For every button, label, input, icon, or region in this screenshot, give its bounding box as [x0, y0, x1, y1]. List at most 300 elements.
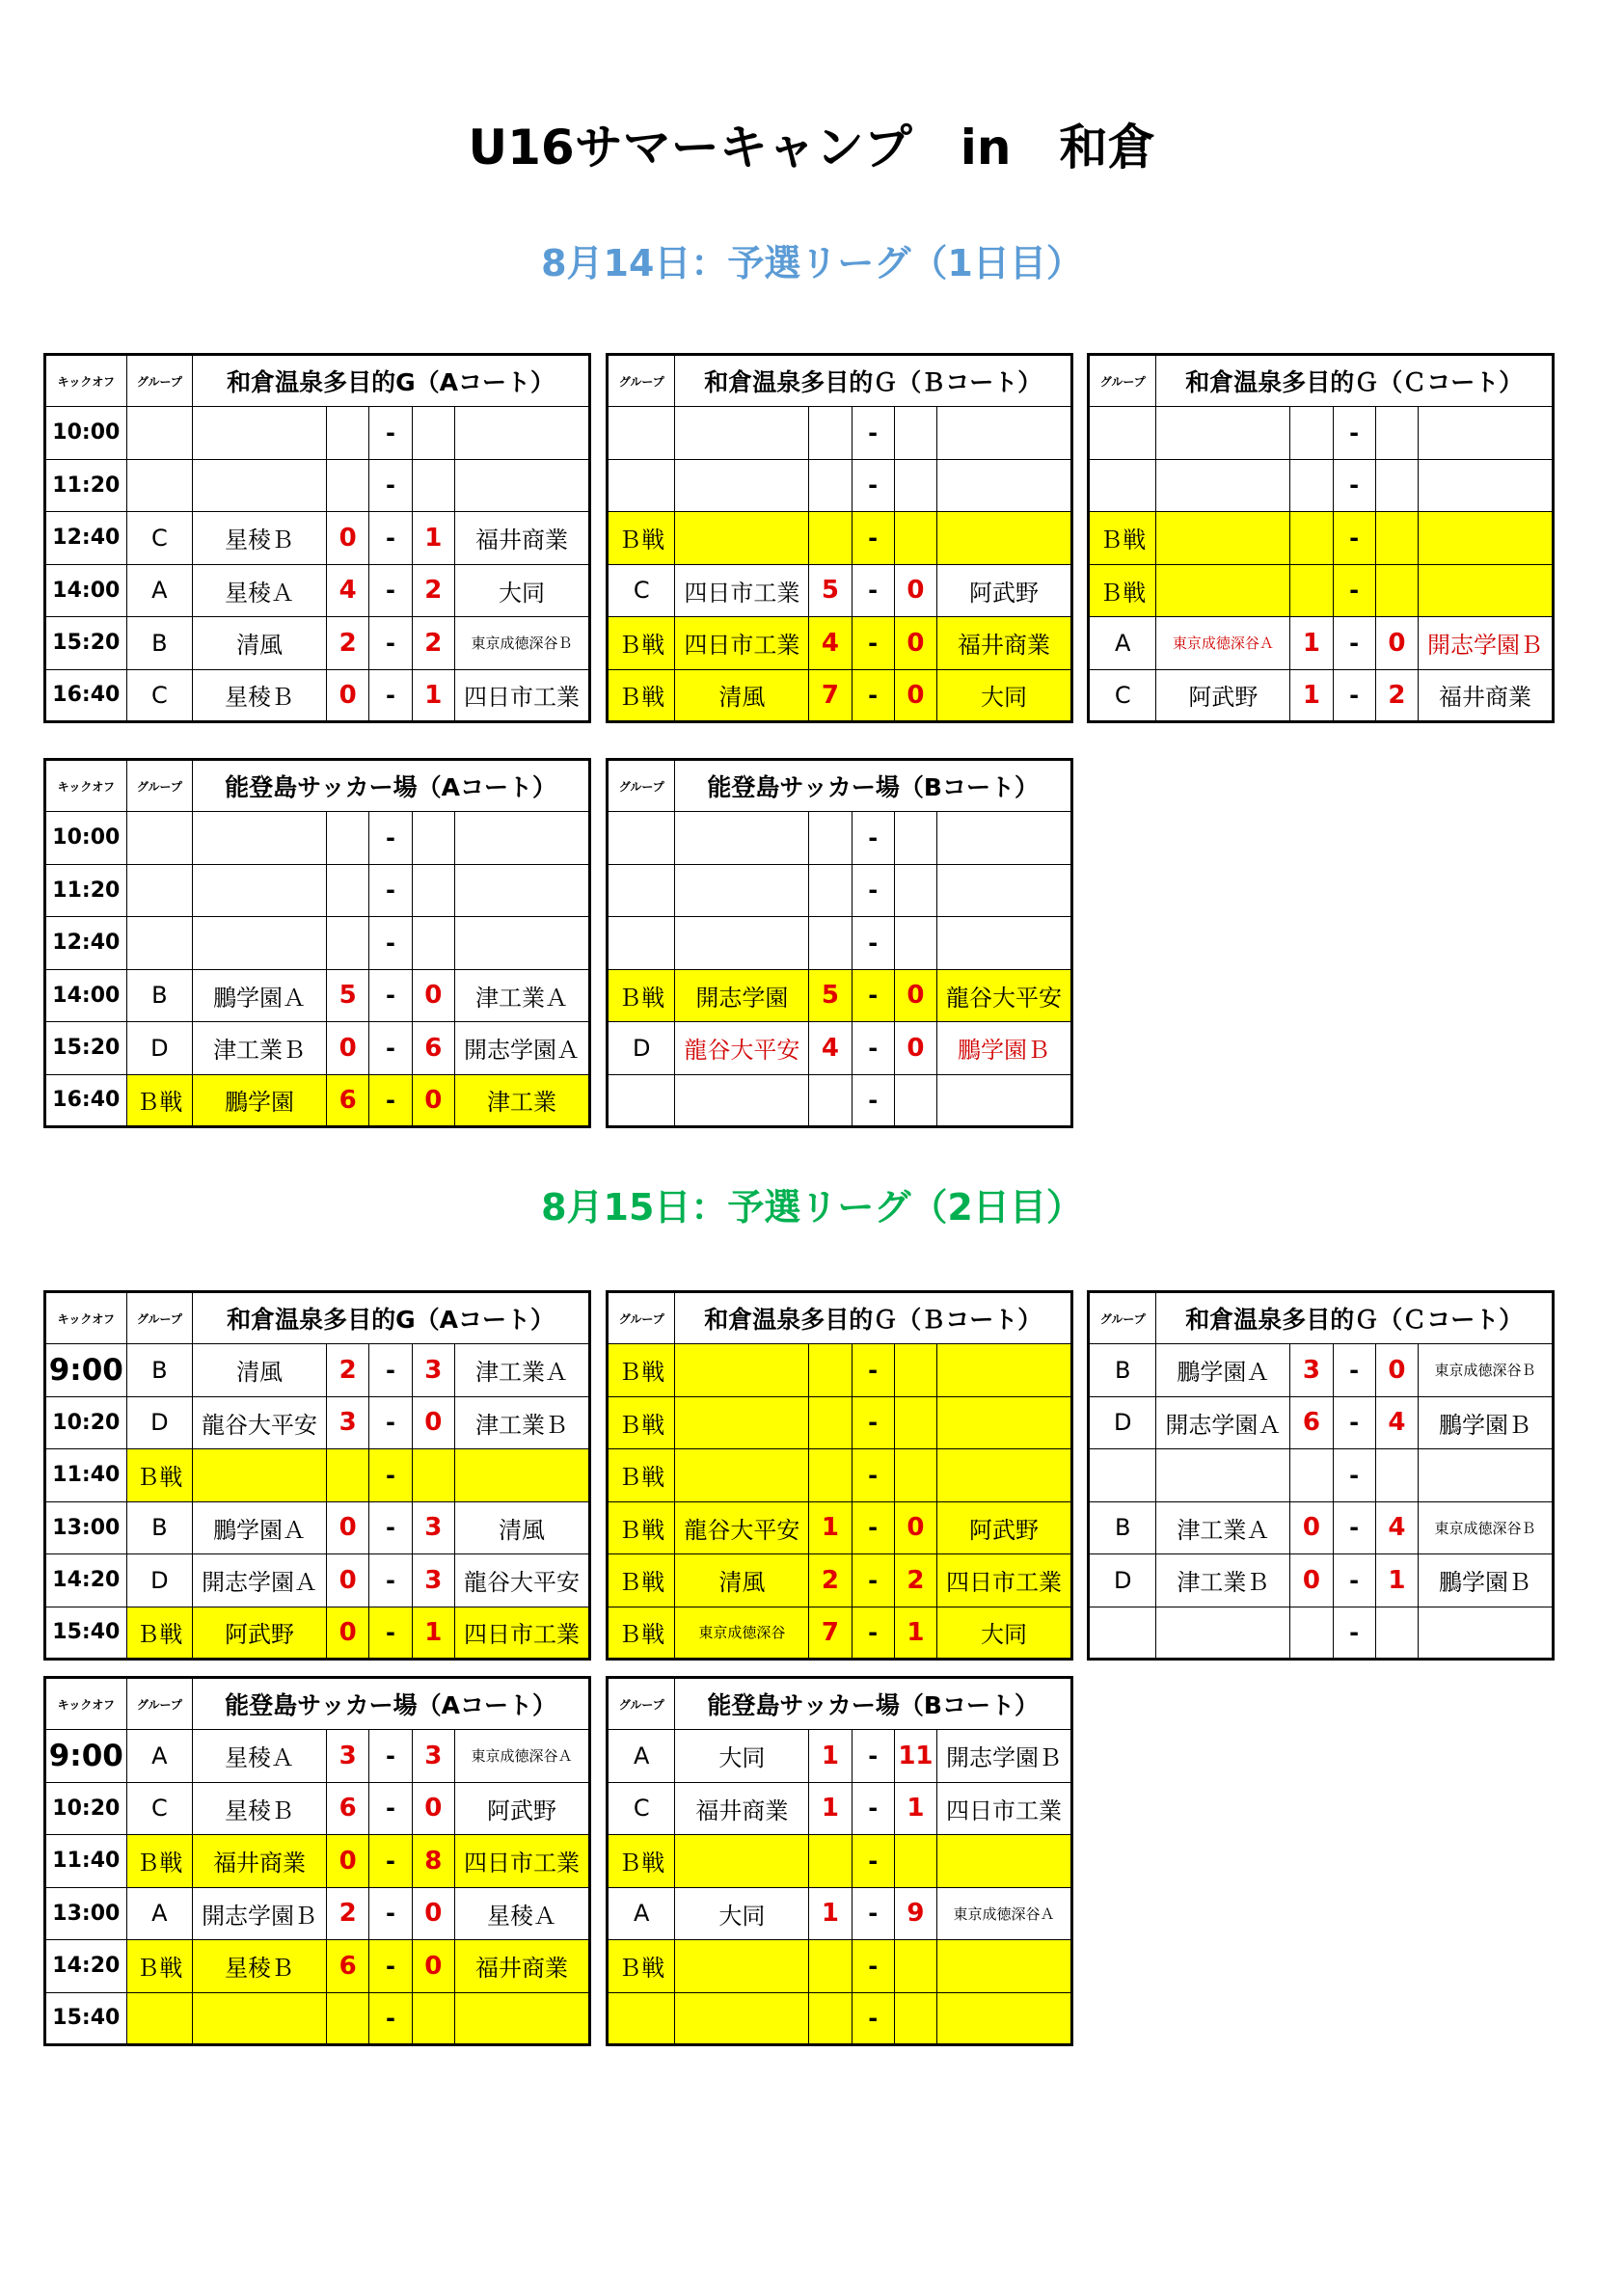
- home-team: 星稜Ｂ: [193, 1782, 327, 1835]
- kickoff-time: 11:20: [45, 459, 127, 512]
- away-team: 鵬学園Ｂ: [1419, 1554, 1554, 1607]
- home-team: 開志学園Ａ: [193, 1554, 327, 1607]
- match-row: [608, 864, 1072, 917]
- home-score: 1: [809, 1782, 852, 1835]
- kickoff-time: 14:00: [45, 564, 127, 617]
- home-team: [193, 812, 327, 865]
- away-score: 3: [412, 1730, 454, 1783]
- home-score: [327, 864, 369, 917]
- group-cell: C: [1089, 669, 1156, 722]
- match-row: [608, 1992, 1072, 2045]
- away-score: [412, 864, 454, 917]
- kickoff-time: 11:20: [45, 864, 127, 917]
- score-dash: -: [1333, 512, 1375, 565]
- home-score: [327, 459, 369, 512]
- home-score: [809, 1992, 852, 2045]
- score-dash: -: [1333, 1396, 1375, 1449]
- home-team: [193, 407, 327, 460]
- group-cell: Ｂ戦: [608, 1344, 675, 1397]
- away-score: 0: [412, 1396, 454, 1449]
- home-score: 6: [327, 1782, 369, 1835]
- kickoff-time: 14:20: [45, 1940, 127, 1993]
- away-team: [937, 1396, 1072, 1449]
- home-team: [675, 1396, 809, 1449]
- venue-title: 能登島サッカー場（Bコート）: [675, 1678, 1072, 1730]
- away-team: 四日市工業: [454, 1607, 589, 1660]
- home-score: [809, 812, 852, 865]
- home-score: 0: [327, 1554, 369, 1607]
- score-dash: -: [852, 459, 894, 512]
- group-cell: [126, 1992, 192, 2045]
- match-row: [608, 407, 1072, 460]
- home-score: [809, 917, 852, 970]
- kickoff-time: 11:40: [45, 1835, 127, 1888]
- away-score: [412, 459, 454, 512]
- kickoff-time: 16:40: [45, 1074, 127, 1127]
- away-team: [454, 407, 589, 460]
- match-row: [45, 669, 590, 722]
- away-score: 3: [412, 1344, 454, 1397]
- venue-title: 和倉温泉多目的G（Aコート）: [193, 355, 590, 407]
- venue-title: 和倉温泉多目的Ｇ（Ｃコート）: [1156, 1292, 1554, 1344]
- away-team: [1419, 1607, 1554, 1660]
- group-cell: [1089, 459, 1156, 512]
- score-dash: -: [369, 459, 412, 512]
- match-row: [45, 1396, 590, 1449]
- schedule-table-day2-2: [606, 1290, 1073, 1661]
- away-score: [412, 917, 454, 970]
- home-score: [327, 407, 369, 460]
- score-dash: -: [369, 969, 412, 1022]
- schedule-table-day1-3: [1087, 353, 1555, 723]
- away-score: 2: [1375, 669, 1418, 722]
- score-dash: -: [852, 1022, 894, 1075]
- home-score: 6: [327, 1074, 369, 1127]
- away-score: [894, 459, 936, 512]
- away-score: [1375, 1607, 1418, 1660]
- score-dash: -: [369, 1022, 412, 1075]
- score-dash: -: [852, 1835, 894, 1888]
- match-row: [45, 512, 590, 565]
- venue-title: 和倉温泉多目的G（Aコート）: [193, 1292, 590, 1344]
- home-team: 四日市工業: [675, 564, 809, 617]
- match-row: [1089, 512, 1554, 565]
- home-score: 7: [809, 1607, 852, 1660]
- match-row: [608, 1730, 1072, 1783]
- kickoff-time: 11:40: [45, 1449, 127, 1502]
- group-header: グループ: [126, 760, 192, 812]
- score-dash: -: [852, 1344, 894, 1397]
- home-score: 2: [327, 617, 369, 670]
- group-cell: [126, 812, 192, 865]
- away-team: [1419, 564, 1554, 617]
- home-team: 鵬学園Ａ: [1156, 1344, 1290, 1397]
- group-header: グループ: [126, 1292, 192, 1344]
- away-team: 四日市工業: [454, 1835, 589, 1888]
- away-team: 大同: [937, 669, 1072, 722]
- home-team: 大同: [675, 1887, 809, 1940]
- away-team: [454, 1449, 589, 1502]
- home-team: [1156, 564, 1290, 617]
- group-cell: Ｂ戦: [1089, 512, 1156, 565]
- home-team: 東京成徳深谷: [675, 1607, 809, 1660]
- kickoff-header: キックオフ: [45, 1292, 127, 1344]
- kickoff-time: 13:00: [45, 1887, 127, 1940]
- group-cell: [608, 812, 675, 865]
- away-score: 2: [894, 1554, 936, 1607]
- score-dash: -: [369, 1344, 412, 1397]
- away-score: 0: [412, 1940, 454, 1993]
- home-score: [1290, 407, 1333, 460]
- score-dash: -: [369, 1396, 412, 1449]
- group-cell: A: [126, 564, 192, 617]
- away-score: 0: [894, 669, 936, 722]
- away-team: [1419, 407, 1554, 460]
- score-dash: -: [369, 1074, 412, 1127]
- match-row: [45, 917, 590, 970]
- score-dash: -: [369, 1607, 412, 1660]
- home-score: [809, 1835, 852, 1888]
- home-score: [809, 1074, 852, 1127]
- away-team: 四日市工業: [454, 669, 589, 722]
- score-dash: -: [852, 617, 894, 670]
- home-score: [327, 1449, 369, 1502]
- home-score: [809, 459, 852, 512]
- away-team: 福井商業: [454, 1940, 589, 1993]
- home-team: 星稜Ａ: [193, 1730, 327, 1783]
- away-score: 1: [412, 1607, 454, 1660]
- home-team: [1156, 1449, 1290, 1502]
- away-team: 開志学園Ｂ: [1419, 617, 1554, 670]
- match-row: [45, 969, 590, 1022]
- group-cell: [608, 459, 675, 512]
- match-row: [608, 459, 1072, 512]
- group-cell: C: [608, 1782, 675, 1835]
- score-dash: -: [1333, 1554, 1375, 1607]
- home-team: [1156, 1607, 1290, 1660]
- kickoff-header: キックオフ: [45, 1678, 127, 1730]
- home-score: 1: [809, 1501, 852, 1554]
- home-score: [1290, 512, 1333, 565]
- kickoff-time: 13:00: [45, 1501, 127, 1554]
- away-score: 2: [412, 617, 454, 670]
- match-row: [1089, 1396, 1554, 1449]
- away-score: [412, 812, 454, 865]
- away-score: 0: [894, 617, 936, 670]
- score-dash: -: [369, 564, 412, 617]
- score-dash: -: [1333, 1607, 1375, 1660]
- home-score: [327, 917, 369, 970]
- match-row: [45, 1887, 590, 1940]
- score-dash: -: [852, 1607, 894, 1660]
- group-cell: C: [126, 1782, 192, 1835]
- home-team: [675, 812, 809, 865]
- match-row: [45, 1074, 590, 1127]
- away-score: 0: [412, 1887, 454, 1940]
- score-dash: -: [369, 407, 412, 460]
- match-row: [608, 1396, 1072, 1449]
- home-score: 4: [809, 617, 852, 670]
- home-team: 四日市工業: [675, 617, 809, 670]
- away-score: [894, 1449, 936, 1502]
- home-score: 3: [1290, 1344, 1333, 1397]
- away-team: [1419, 1449, 1554, 1502]
- away-score: 0: [412, 969, 454, 1022]
- home-score: [809, 407, 852, 460]
- match-row: [45, 617, 590, 670]
- home-score: [809, 1449, 852, 1502]
- home-score: 6: [327, 1940, 369, 1993]
- away-team: [937, 917, 1072, 970]
- away-team: [937, 1074, 1072, 1127]
- home-score: 0: [1290, 1501, 1333, 1554]
- home-team: 鵬学園: [193, 1074, 327, 1127]
- match-row: [45, 1730, 590, 1783]
- away-score: 1: [412, 669, 454, 722]
- group-cell: A: [608, 1730, 675, 1783]
- away-score: 0: [894, 1022, 936, 1075]
- match-row: [608, 512, 1072, 565]
- group-cell: Ｂ戦: [126, 1835, 192, 1888]
- away-team: 鵬学園Ｂ: [1419, 1396, 1554, 1449]
- schedule-table-day1-4: [43, 758, 591, 1128]
- home-team: 龍谷大平安: [675, 1022, 809, 1075]
- home-score: 7: [809, 669, 852, 722]
- home-team: [193, 1449, 327, 1502]
- kickoff-time: 14:20: [45, 1554, 127, 1607]
- away-team: 清風: [454, 1501, 589, 1554]
- home-score: [327, 812, 369, 865]
- home-score: 3: [327, 1396, 369, 1449]
- home-team: [193, 459, 327, 512]
- home-team: 清風: [193, 617, 327, 670]
- score-dash: -: [1333, 1344, 1375, 1397]
- away-team: 福井商業: [454, 512, 589, 565]
- kickoff-time: 12:40: [45, 512, 127, 565]
- match-row: [45, 864, 590, 917]
- away-team: 阿武野: [937, 1501, 1072, 1554]
- home-score: [1290, 459, 1333, 512]
- away-team: 大同: [937, 1607, 1072, 1660]
- group-header: グループ: [608, 355, 675, 407]
- away-score: [894, 1344, 936, 1397]
- away-score: [1375, 564, 1418, 617]
- away-team: [937, 407, 1072, 460]
- away-team: 東京成徳深谷Ｂ: [1419, 1501, 1554, 1554]
- match-row: [608, 617, 1072, 670]
- away-team: 津工業Ａ: [454, 1344, 589, 1397]
- away-score: 11: [894, 1730, 936, 1783]
- kickoff-time: 9:00: [45, 1344, 127, 1397]
- score-dash: -: [852, 1396, 894, 1449]
- kickoff-time: 10:20: [45, 1396, 127, 1449]
- match-row: [608, 1782, 1072, 1835]
- away-team: [937, 1992, 1072, 2045]
- away-score: [894, 864, 936, 917]
- score-dash: -: [852, 669, 894, 722]
- home-team: 福井商業: [675, 1782, 809, 1835]
- venue-title: 能登島サッカー場（Aコート）: [193, 1678, 590, 1730]
- away-score: 0: [412, 1074, 454, 1127]
- away-team: 龍谷大平安: [454, 1554, 589, 1607]
- home-team: 東京成徳深谷Ａ: [1156, 617, 1290, 670]
- score-dash: -: [852, 1992, 894, 2045]
- score-dash: -: [369, 1887, 412, 1940]
- venue-title: 和倉温泉多目的Ｇ（Ｂコート）: [675, 1292, 1072, 1344]
- home-team: 阿武野: [193, 1607, 327, 1660]
- match-row: [608, 1344, 1072, 1397]
- match-row: [45, 1992, 590, 2045]
- match-row: [45, 1835, 590, 1888]
- home-team: 鵬学園Ａ: [193, 969, 327, 1022]
- home-team: [675, 1835, 809, 1888]
- score-dash: -: [852, 407, 894, 460]
- match-row: [608, 1449, 1072, 1502]
- away-team: 開志学園Ｂ: [937, 1730, 1072, 1783]
- away-score: 4: [1375, 1396, 1418, 1449]
- schedule-table-day2-3: [1087, 1290, 1555, 1661]
- away-score: [894, 1396, 936, 1449]
- kickoff-header: キックオフ: [45, 355, 127, 407]
- group-cell: Ｂ戦: [608, 1940, 675, 1993]
- group-cell: C: [608, 564, 675, 617]
- away-team: 大同: [454, 564, 589, 617]
- score-dash: -: [369, 812, 412, 865]
- away-score: 4: [1375, 1501, 1418, 1554]
- match-row: [45, 812, 590, 865]
- schedule-table-day2-4: [43, 1676, 591, 2046]
- match-row: [1089, 1449, 1554, 1502]
- away-team: 鵬学園Ｂ: [937, 1022, 1072, 1075]
- away-team: [937, 1344, 1072, 1397]
- kickoff-time: 15:40: [45, 1607, 127, 1660]
- match-row: [1089, 617, 1554, 670]
- match-row: [608, 969, 1072, 1022]
- home-score: [809, 1940, 852, 1993]
- group-header: グループ: [608, 1678, 675, 1730]
- score-dash: -: [369, 1501, 412, 1554]
- group-cell: D: [608, 1022, 675, 1075]
- group-header: グループ: [126, 1678, 192, 1730]
- home-team: [1156, 459, 1290, 512]
- home-team: 星稜Ｂ: [193, 512, 327, 565]
- away-score: 8: [412, 1835, 454, 1888]
- group-cell: B: [1089, 1501, 1156, 1554]
- match-row: [1089, 1607, 1554, 1660]
- away-score: 9: [894, 1887, 936, 1940]
- home-team: [193, 917, 327, 970]
- match-row: [45, 1344, 590, 1397]
- score-dash: -: [852, 812, 894, 865]
- away-score: [1375, 1449, 1418, 1502]
- match-row: [608, 1835, 1072, 1888]
- kickoff-time: 15:20: [45, 617, 127, 670]
- group-header: グループ: [126, 355, 192, 407]
- group-cell: D: [1089, 1554, 1156, 1607]
- score-dash: -: [1333, 564, 1375, 617]
- home-score: 5: [327, 969, 369, 1022]
- group-header: グループ: [1089, 355, 1156, 407]
- score-dash: -: [369, 1992, 412, 2045]
- away-team: [937, 812, 1072, 865]
- away-score: [1375, 459, 1418, 512]
- away-team: 東京成徳深谷Ｂ: [454, 617, 589, 670]
- home-team: 大同: [675, 1730, 809, 1783]
- group-cell: A: [608, 1887, 675, 1940]
- group-cell: [126, 864, 192, 917]
- group-cell: Ｂ戦: [608, 1835, 675, 1888]
- score-dash: -: [852, 864, 894, 917]
- group-cell: C: [126, 669, 192, 722]
- score-dash: -: [1333, 1449, 1375, 1502]
- away-score: 2: [412, 564, 454, 617]
- away-score: 0: [412, 1782, 454, 1835]
- schedule-table-day2-1: [43, 1290, 591, 1661]
- home-score: 5: [809, 969, 852, 1022]
- home-team: [675, 917, 809, 970]
- match-row: [608, 812, 1072, 865]
- page-title: U16サマーキャンプ in 和倉: [468, 120, 1156, 176]
- away-score: [894, 512, 936, 565]
- group-cell: B: [1089, 1344, 1156, 1397]
- home-team: [675, 1449, 809, 1502]
- home-score: 0: [327, 512, 369, 565]
- away-team: 福井商業: [937, 617, 1072, 670]
- home-score: 4: [809, 1022, 852, 1075]
- away-team: [937, 512, 1072, 565]
- away-team: 星稜Ａ: [454, 1887, 589, 1940]
- home-score: [809, 1396, 852, 1449]
- away-team: [937, 459, 1072, 512]
- kickoff-time: 15:40: [45, 1992, 127, 2045]
- group-cell: D: [1089, 1396, 1156, 1449]
- away-team: [937, 1940, 1072, 1993]
- group-cell: Ｂ戦: [608, 1449, 675, 1502]
- score-dash: -: [369, 1554, 412, 1607]
- home-score: 5: [809, 564, 852, 617]
- match-row: [608, 917, 1072, 970]
- score-dash: -: [369, 1940, 412, 1993]
- away-team: 津工業: [454, 1074, 589, 1127]
- group-cell: Ｂ戦: [126, 1607, 192, 1660]
- match-row: [608, 1607, 1072, 1660]
- away-score: 1: [412, 512, 454, 565]
- home-score: 0: [327, 1835, 369, 1888]
- away-team: [454, 812, 589, 865]
- match-row: [45, 1501, 590, 1554]
- home-score: 2: [327, 1887, 369, 1940]
- home-score: 6: [1290, 1396, 1333, 1449]
- home-team: 龍谷大平安: [675, 1501, 809, 1554]
- group-cell: D: [126, 1396, 192, 1449]
- away-score: 0: [1375, 617, 1418, 670]
- score-dash: -: [369, 917, 412, 970]
- home-team: [675, 512, 809, 565]
- venue-title: 能登島サッカー場（Aコート）: [193, 760, 590, 812]
- home-team: [675, 1992, 809, 2045]
- group-cell: Ｂ戦: [608, 1396, 675, 1449]
- kickoff-time: 9:00: [45, 1730, 127, 1783]
- kickoff-time: 12:40: [45, 917, 127, 970]
- group-cell: Ｂ戦: [608, 669, 675, 722]
- home-team: [675, 459, 809, 512]
- schedule-table-day2-5: [606, 1676, 1073, 2046]
- away-score: [412, 1992, 454, 2045]
- group-cell: Ｂ戦: [608, 1501, 675, 1554]
- group-cell: Ｂ戦: [608, 969, 675, 1022]
- away-score: [894, 407, 936, 460]
- match-row: [608, 1940, 1072, 1993]
